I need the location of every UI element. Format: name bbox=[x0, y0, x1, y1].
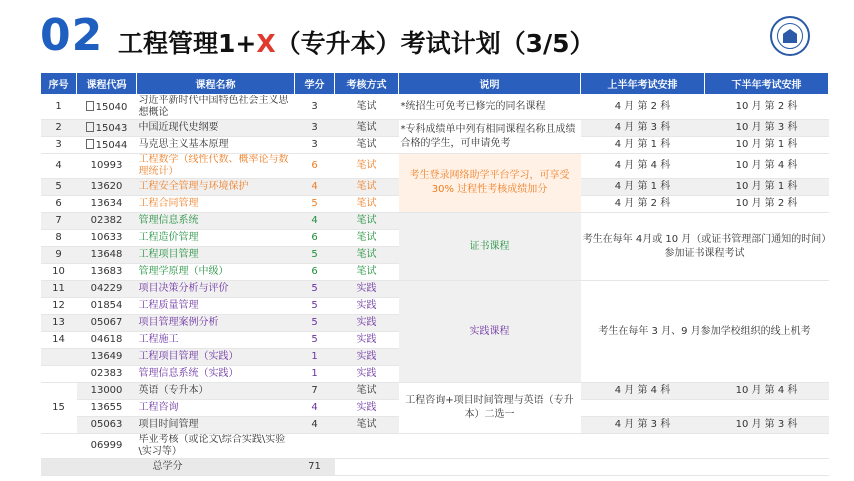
row-exam: 实践 bbox=[335, 281, 399, 298]
row-second-half: 10 月 第 1 科 bbox=[705, 137, 829, 154]
row-credit: 5 bbox=[295, 281, 335, 298]
row-credit: 4 bbox=[295, 179, 335, 196]
row-name: 工程安全管理与环境保护 bbox=[137, 179, 295, 196]
col-second-half: 下半年考试安排 bbox=[705, 73, 829, 95]
row-exam: 笔试 bbox=[335, 230, 399, 247]
row-name: 工程合同管理 bbox=[137, 196, 295, 213]
table-header-row bbox=[41, 73, 829, 95]
note-certificate-plan: 考生在每年 4月或 10 月（或证书管理部门通知的时间）参加证书课程考试 bbox=[581, 213, 829, 281]
document-icon bbox=[86, 139, 94, 149]
row-first-half: 4 月 第 3 科 bbox=[581, 417, 705, 434]
row-code: 13634 bbox=[77, 196, 137, 213]
col-code: 课程代码 bbox=[77, 73, 137, 95]
row-credit bbox=[295, 434, 335, 459]
row-note bbox=[399, 434, 581, 459]
row-code-text: 15044 bbox=[95, 139, 128, 151]
note-online-learning: 考生登录网络助学平台学习，可享受 30% 过程性考核成绩加分 bbox=[399, 154, 581, 213]
row-seq: 14 bbox=[41, 332, 77, 349]
row-first-half bbox=[581, 400, 705, 417]
row-exam: 笔试 bbox=[335, 137, 399, 154]
row-name: 中国近现代史纲要 bbox=[137, 120, 295, 137]
row-name: 英语（专升本） bbox=[137, 383, 295, 400]
table-row bbox=[41, 120, 829, 137]
row-first-half: 4 月 第 2 科 bbox=[581, 95, 705, 120]
row-seq bbox=[41, 434, 77, 459]
row-exam: 笔试 bbox=[335, 179, 399, 196]
row-credit: 6 bbox=[295, 230, 335, 247]
note-exempt: *统招生可免考已修完的同名课程 bbox=[399, 95, 581, 120]
row-second-half: 10 月 第 4 科 bbox=[705, 154, 829, 179]
row-name: 工程咨询 bbox=[137, 400, 295, 417]
row-first-half: 4 月 第 1 科 bbox=[581, 137, 705, 154]
row-name: 管理信息系统（实践） bbox=[137, 366, 295, 383]
row-first-half: 4 月 第 1 科 bbox=[581, 179, 705, 196]
table-row bbox=[41, 434, 829, 459]
exam-plan-table bbox=[40, 72, 829, 476]
col-seq: 序号 bbox=[41, 73, 77, 95]
note-elective-choice: 工程咨询+项目时间管理与英语（专升本）二选一 bbox=[399, 383, 581, 434]
row-name: 工程施工 bbox=[137, 332, 295, 349]
table-row bbox=[41, 383, 829, 400]
row-exam: 实践 bbox=[335, 315, 399, 332]
row-credit: 5 bbox=[295, 298, 335, 315]
row-name: 项目决策分析与评价 bbox=[137, 281, 295, 298]
row-exam: 笔试 bbox=[335, 247, 399, 264]
row-exam: 实践 bbox=[335, 298, 399, 315]
row-second-half: 10 月 第 3 科 bbox=[705, 120, 829, 137]
table-row bbox=[41, 154, 829, 179]
row-exam: 笔试 bbox=[335, 417, 399, 434]
row-seq: 3 bbox=[41, 137, 77, 154]
document-icon bbox=[86, 101, 94, 111]
row-name: 工程项目管理（实践） bbox=[137, 349, 295, 366]
row-name: 工程项目管理 bbox=[137, 247, 295, 264]
row-credit: 5 bbox=[295, 332, 335, 349]
row-first-half: 4 月 第 4 科 bbox=[581, 383, 705, 400]
row-credit: 6 bbox=[295, 154, 335, 179]
row-exam: 实践 bbox=[335, 332, 399, 349]
document-icon bbox=[86, 122, 94, 132]
row-seq: 5 bbox=[41, 179, 77, 196]
row-seq: 11 bbox=[41, 281, 77, 298]
title-x: X bbox=[256, 29, 276, 58]
row-code: 13620 bbox=[77, 179, 137, 196]
row-exam: 笔试 bbox=[335, 120, 399, 137]
col-name: 课程名称 bbox=[137, 73, 295, 95]
row-seq: 10 bbox=[41, 264, 77, 281]
row-code: 13683 bbox=[77, 264, 137, 281]
note-certificate-course: 证书课程 bbox=[399, 213, 581, 281]
row-second-half: 10 月 第 2 科 bbox=[705, 196, 829, 213]
row-name: 毕业考核（或论文\综合实践\实验\实习等） bbox=[137, 434, 295, 459]
title-suffix: （专升本）考试计划（3/5） bbox=[275, 29, 595, 58]
row-credit: 1 bbox=[295, 349, 335, 366]
row-seq: 15 bbox=[41, 383, 77, 434]
title-prefix: 工程管理1+ bbox=[118, 29, 257, 58]
total-value: 71 bbox=[295, 459, 335, 476]
row-code bbox=[77, 137, 137, 154]
row-seq: 4 bbox=[41, 154, 77, 179]
row-second-half: 10 月 第 3 科 bbox=[705, 417, 829, 434]
row-exam: 笔试 bbox=[335, 213, 399, 230]
row-first-half: 4 月 第 4 科 bbox=[581, 154, 705, 179]
row-code: 13655 bbox=[77, 400, 137, 417]
row-name: 项目管理案例分析 bbox=[137, 315, 295, 332]
row-seq: 12 bbox=[41, 298, 77, 315]
row-code: 04229 bbox=[77, 281, 137, 298]
section-number: 02 bbox=[40, 10, 104, 61]
row-exam: 笔试 bbox=[335, 196, 399, 213]
table-row bbox=[41, 281, 829, 298]
row-exam bbox=[335, 434, 399, 459]
row-code: 05063 bbox=[77, 417, 137, 434]
row-code-text: 15043 bbox=[95, 122, 128, 134]
row-first-half: 4 月 第 2 科 bbox=[581, 196, 705, 213]
row-credit: 3 bbox=[295, 120, 335, 137]
row-first-half bbox=[581, 434, 705, 459]
row-credit: 5 bbox=[295, 247, 335, 264]
row-name: 工程造价管理 bbox=[137, 230, 295, 247]
row-credit: 4 bbox=[295, 400, 335, 417]
row-second-half: 10 月 第 1 科 bbox=[705, 179, 829, 196]
row-code: 01854 bbox=[77, 298, 137, 315]
row-name: 管理学原理（中级） bbox=[137, 264, 295, 281]
row-name: 管理信息系统 bbox=[137, 213, 295, 230]
row-credit: 4 bbox=[295, 417, 335, 434]
row-credit: 3 bbox=[295, 95, 335, 120]
col-first-half: 上半年考试安排 bbox=[581, 73, 705, 95]
row-exam: 笔试 bbox=[335, 154, 399, 179]
row-name: 工程数学（线性代数、概率论与数理统计） bbox=[137, 154, 295, 179]
col-credit: 学分 bbox=[295, 73, 335, 95]
row-code: 04618 bbox=[77, 332, 137, 349]
row-first-half: 4 月 第 3 科 bbox=[581, 120, 705, 137]
row-name: 工程质量管理 bbox=[137, 298, 295, 315]
table-row bbox=[41, 213, 829, 230]
row-code: 13000 bbox=[77, 383, 137, 400]
row-seq bbox=[41, 349, 77, 366]
row-code-text: 15040 bbox=[95, 101, 128, 113]
row-code bbox=[77, 120, 137, 137]
row-second-half: 10 月 第 4 科 bbox=[705, 383, 829, 400]
row-code: 13649 bbox=[77, 349, 137, 366]
row-code: 10633 bbox=[77, 230, 137, 247]
row-second-half bbox=[705, 400, 829, 417]
col-exam: 考核方式 bbox=[335, 73, 399, 95]
row-exam: 笔试 bbox=[335, 383, 399, 400]
row-code: 06999 bbox=[77, 434, 137, 459]
row-seq: 2 bbox=[41, 120, 77, 137]
row-exam: 实践 bbox=[335, 400, 399, 417]
row-exam: 实践 bbox=[335, 366, 399, 383]
row-second-half: 10 月 第 2 科 bbox=[705, 95, 829, 120]
row-code bbox=[77, 95, 137, 120]
university-logo-icon bbox=[770, 16, 810, 56]
row-code: 02382 bbox=[77, 213, 137, 230]
row-seq: 6 bbox=[41, 196, 77, 213]
row-code: 05067 bbox=[77, 315, 137, 332]
row-name: 项目时间管理 bbox=[137, 417, 295, 434]
note-practice-course: 实践课程 bbox=[399, 281, 581, 383]
page-title bbox=[118, 26, 595, 62]
row-exam: 笔试 bbox=[335, 95, 399, 120]
row-seq: 7 bbox=[41, 213, 77, 230]
total-label: 总学分 bbox=[41, 459, 295, 476]
note-practice-plan: 考生在每年 3 月、9 月参加学校组织的线上机考 bbox=[581, 281, 829, 383]
row-code: 13648 bbox=[77, 247, 137, 264]
row-name: 习近平新时代中国特色社会主义思想概论 bbox=[137, 95, 295, 120]
row-seq: 13 bbox=[41, 315, 77, 332]
row-credit: 5 bbox=[295, 196, 335, 213]
row-credit: 3 bbox=[295, 137, 335, 154]
row-seq bbox=[41, 366, 77, 383]
row-name: 马克思主义基本原理 bbox=[137, 137, 295, 154]
row-seq: 8 bbox=[41, 230, 77, 247]
row-credit: 5 bbox=[295, 315, 335, 332]
row-credit: 7 bbox=[295, 383, 335, 400]
page-header bbox=[0, 0, 854, 72]
row-seq: 1 bbox=[41, 95, 77, 120]
col-note: 说明 bbox=[399, 73, 581, 95]
row-credit: 4 bbox=[295, 213, 335, 230]
row-code: 10993 bbox=[77, 154, 137, 179]
table-row bbox=[41, 95, 829, 120]
total-empty bbox=[335, 459, 829, 476]
row-credit: 1 bbox=[295, 366, 335, 383]
row-credit: 6 bbox=[295, 264, 335, 281]
row-seq: 9 bbox=[41, 247, 77, 264]
total-row bbox=[41, 459, 829, 476]
row-second-half bbox=[705, 434, 829, 459]
row-code: 02383 bbox=[77, 366, 137, 383]
row-exam: 实践 bbox=[335, 349, 399, 366]
note-transcript: *专科成绩单中列有相同课程名称且成绩合格的学生，可申请免考 bbox=[399, 120, 581, 154]
row-exam: 笔试 bbox=[335, 264, 399, 281]
